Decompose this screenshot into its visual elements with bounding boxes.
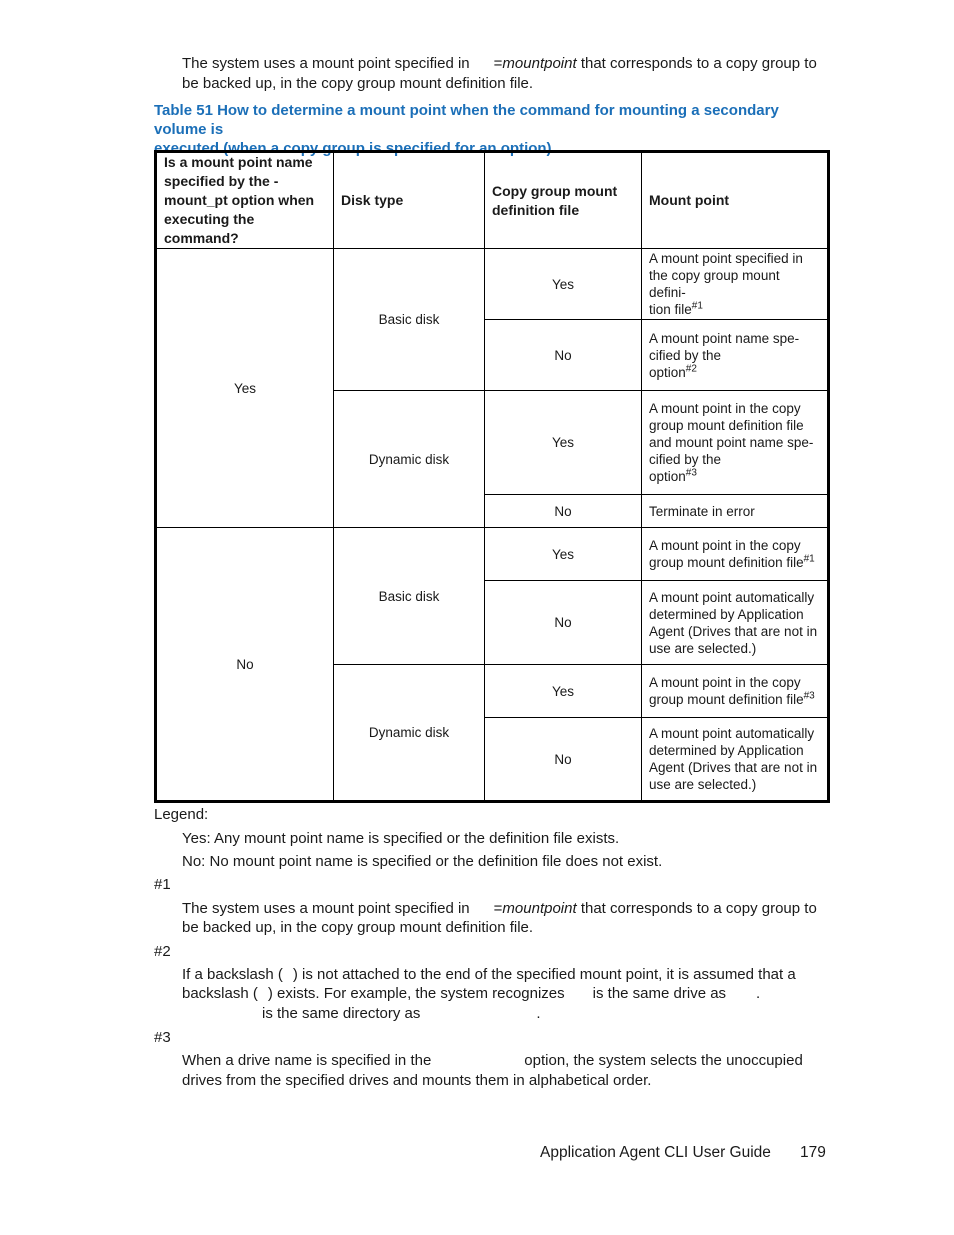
cell-mount-point: [642, 320, 829, 391]
header-col3-line: Copy group mount: [492, 182, 618, 199]
cell-file-yes: Yes: [485, 391, 642, 495]
note-text: that corresponds to a copy group to: [580, 900, 817, 917]
mp-line: A mount point in the copy: [649, 401, 801, 416]
mp-line: determined by Application: [649, 606, 804, 622]
mp-line: cified by the: [649, 347, 722, 363]
note-text: option, the system selects the unoccupied: [524, 1052, 803, 1069]
table-row: [156, 528, 829, 581]
mp-line: option: [649, 469, 686, 484]
note-text: is the same drive as: [592, 985, 727, 1002]
intro-text: The system uses a mount point specified in: [182, 55, 470, 72]
cell-specified-yes: Yes: [156, 249, 334, 528]
cell-file-no: No: [485, 320, 642, 391]
mp-line: group mount definition file: [649, 692, 804, 707]
mount-point-table: [154, 150, 830, 803]
legend-no: No: No mount point name is specified or the definition file does not exist.: [182, 853, 663, 870]
note-text: .: [756, 985, 761, 1002]
note-3-line-1: [182, 1051, 803, 1071]
header-mount-point: Mount point: [642, 152, 829, 249]
cell-mount-point: Terminate in error: [642, 495, 829, 528]
note-text: .: [536, 1005, 541, 1022]
cell-file-yes: Yes: [485, 249, 642, 320]
footnote-ref: #1: [691, 300, 703, 312]
intro-line-2: be backed up, in the copy group mount definition file.: [182, 75, 534, 92]
cell-file-no: No: [485, 495, 642, 528]
cell-mount-point: [642, 665, 829, 718]
mp-line: A mount point in the copy: [649, 538, 801, 553]
footnote-ref: #3: [803, 690, 815, 702]
legend-yes: Yes: Any mount point name is specified or the definition file exists.: [182, 830, 620, 847]
mp-line: A mount point in the copy: [649, 675, 801, 690]
intro-line-1: [182, 54, 817, 74]
note-3-label: #3: [154, 1029, 171, 1046]
note-2-line-1: [182, 965, 796, 985]
mp-line: Agent (Drives that are not in: [649, 760, 818, 775]
cell-mount-point: [642, 718, 829, 802]
header-col1-line: Is a mount point name: [164, 154, 313, 170]
note-text: ) is not attached to the end of the specified mount point, it is assumed that a: [292, 966, 796, 983]
cell-dynamic-disk: Dynamic disk: [334, 665, 485, 802]
note-text: If a backslash (: [182, 966, 283, 983]
cell-basic-disk: Basic disk: [334, 249, 485, 391]
cell-mount-point: [642, 249, 829, 320]
header-col1-line: mount_pt option when: [164, 192, 315, 208]
note-3-line-2: drives from the specified drives and mounts them in alphabetical order.: [182, 1072, 652, 1089]
footnote-ref: #2: [685, 363, 697, 374]
note-1-line-1: [182, 899, 817, 919]
mp-line: group mount definition file: [649, 418, 804, 433]
header-mount-pt-specified: [156, 152, 334, 249]
header-copy-group-file: [485, 152, 642, 249]
note-text: is the same directory as: [262, 1005, 421, 1022]
note-mountpoint: mountpoint: [502, 900, 577, 917]
mp-line: group mount definition file: [649, 555, 804, 570]
note-text: The system uses a mount point specified in: [182, 900, 470, 917]
mp-line: tion file: [649, 302, 692, 317]
cell-mount-point: [642, 581, 829, 665]
note-text: backslash (: [182, 985, 258, 1002]
note-equals: =: [493, 900, 503, 917]
legend-title: Legend:: [154, 806, 209, 823]
note-2-line-3: [262, 1004, 541, 1024]
cell-file-yes: Yes: [485, 665, 642, 718]
note-text: When a drive name is specified in the: [182, 1052, 432, 1069]
footnote-ref: #1: [803, 553, 815, 565]
note-2-line-2: [182, 984, 760, 1004]
mp-line: A mount point automatically: [649, 589, 815, 605]
header-col3-line: definition file: [492, 201, 580, 218]
page-number: 179: [800, 1144, 826, 1161]
cell-specified-no: No: [156, 528, 334, 802]
cell-mount-point: [642, 391, 829, 495]
note-1-line-2: be backed up, in the copy group mount definition file.: [182, 919, 534, 936]
note-2-label: #2: [154, 943, 171, 960]
caption-line-1: Table 51 How to determine a mount point when the command for mounting a secondary volume is: [154, 102, 779, 138]
mp-line: option: [649, 364, 686, 380]
note-1-label: #1: [154, 876, 171, 893]
intro-text-end: that corresponds to a copy group to: [580, 55, 817, 72]
intro-mountpoint: mountpoint: [502, 55, 577, 72]
cell-file-yes: Yes: [485, 528, 642, 581]
header-col1-line: specified by the -: [164, 173, 279, 189]
table-header-row: [156, 152, 829, 249]
caption-line-2: executed (when a copy group is specified for an option): [154, 140, 552, 157]
cell-file-no: No: [485, 581, 642, 665]
cell-file-no: No: [485, 718, 642, 802]
cell-dynamic-disk: Dynamic disk: [334, 391, 485, 528]
mp-line: determined by Application: [649, 743, 804, 758]
footer-title: Application Agent CLI User Guide: [540, 1144, 771, 1161]
mp-line: Agent (Drives that are not in: [649, 623, 818, 639]
header-col1-line: executing the command?: [164, 211, 255, 246]
mp-line: A mount point name spe-: [649, 330, 800, 346]
mp-line: A mount point automatically: [649, 726, 815, 741]
mp-line: cified by the: [649, 452, 722, 467]
mp-line: use are selected.): [649, 777, 757, 792]
mp-line: and mount point name spe-: [649, 435, 814, 450]
intro-equals: =: [493, 55, 503, 72]
footnote-ref: #3: [685, 467, 697, 479]
mp-line: A mount point specified in: [649, 251, 803, 266]
cell-mount-point: [642, 528, 829, 581]
cell-basic-disk: Basic disk: [334, 528, 485, 665]
mp-line: use are selected.): [649, 640, 757, 656]
mp-line: the copy group mount defini-: [649, 268, 780, 300]
table-row: [156, 249, 829, 320]
header-disk-type: Disk type: [334, 152, 485, 249]
note-text: ) exists. For example, the system recognizes: [267, 985, 565, 1002]
